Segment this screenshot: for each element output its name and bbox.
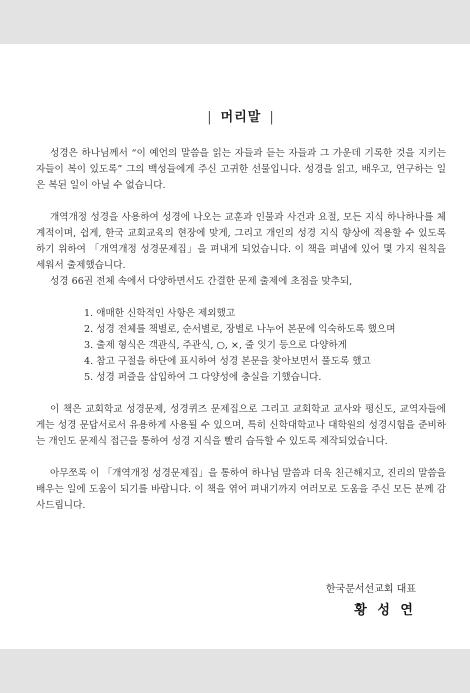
signature-name: 황 성 연	[354, 603, 416, 618]
paragraph-closing: 아무쪼록 이 「개역개정 성경문제집」을 통하여 하나님 말씀과 더욱 친근해지고, 진리의 말씀을 배우는 일에 도움이 되기를 바랍니다. 이 책을 엮어 펴내기까지 여러모로 도움을 주신 모든 분께 감사드립니다.	[36, 468, 446, 511]
title-bar-right: |	[269, 110, 275, 125]
list-item: 3. 출제 형식은 객관식, 주관식, ○, ×, 줄 잇기 등으로 다양하게	[84, 340, 347, 351]
title-bar-left: |	[207, 110, 213, 125]
list-item: 1. 애매한 신학적인 사항은 제외했고	[84, 308, 236, 319]
principles-list	[36, 306, 446, 386]
signature-organization: 한국문서선교회 대표	[325, 584, 416, 595]
title-text: 머리말	[220, 110, 262, 125]
paragraph-intro: 성경은 하나님께서 “이 예언의 말씀을 읽는 자들과 듣는 자들과 그 가운데 기록한 것을 지키는 자들이 복이 있도록” 그의 백성들에게 주신 고귀한 선물입니다. 성경을 읽고, 배우고, 연구하는 일은 복된 일이 아닐 수 없습니다.	[36, 148, 446, 191]
list-item: 4. 참고 구절을 하단에 표시하여 성경 본문을 찾아보면서 풀도록 했고	[84, 356, 371, 367]
paragraph-purpose: 개역개정 성경을 사용하여 성경에 나오는 교훈과 인물과 사건과 요절, 모든 지식 하나하나를 체계적이며, 쉽게, 한국 교회교육의 현장에 맞게, 그리고 개인의 성경 지식 향상에 적용할 수 있도록 하기 위하여 「개역개정 성경문제집」을 펴내게 되었습니다. 이 책을 펴냄에 있어 몇 가지 원칙을 세워서 출제했습니다.	[36, 212, 446, 271]
paragraph-usage: 이 책은 교회학교 성경문제, 성경퀴즈 문제집으로 그리고 교회학교 교사와 평신도, 교역자들에게는 성경 문답서로서 유용하게 사용될 수 있으며, 특히 신학대학교나 대학원의 성경시험을 준비하는 개인도 문제식 접근을 통하여 성경 지식을 빨리 습득할 수 있도록 제작되었습니다.	[36, 404, 446, 447]
preface-page	[36, 44, 446, 649]
list-item: 5. 성경 퍼즐을 삽입하여 그 다양성에 충실을 기했습니다.	[84, 372, 322, 383]
signature-block	[326, 580, 416, 618]
list-item: 2. 성경 전체를 책별로, 순서별로, 장별로 나누어 본문에 익숙하도록 했으며	[84, 324, 396, 335]
top-margin-band	[0, 0, 470, 44]
page-title	[36, 106, 446, 125]
paragraph-focus: 성경 66권 전체 속에서 다양하면서도 간결한 문제 출제에 초점을 맞추되,	[50, 276, 353, 287]
bottom-margin-band	[0, 649, 470, 693]
preface-body	[36, 146, 446, 514]
